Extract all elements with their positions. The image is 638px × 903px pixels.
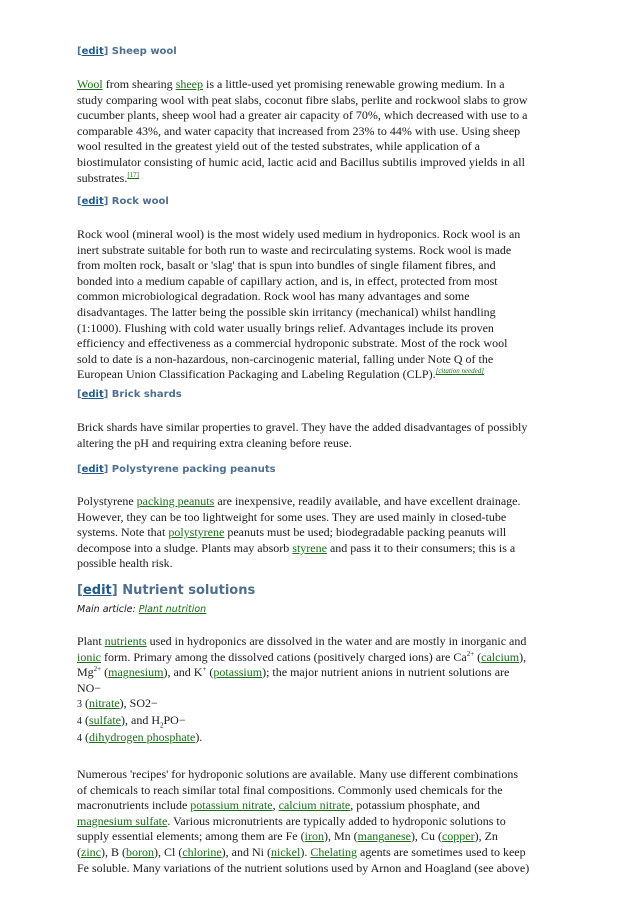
text-line: Brick shards have similar properties to gravel. They have the added disadvantages of possibly: [77, 420, 528, 434]
heading-text: Polystyrene packing peanuts: [111, 464, 276, 475]
heading-text: Nutrient solutions: [122, 583, 256, 598]
text-line: study comparing wool with peat slabs, coconut fibre slabs, perlite and rockwool slabs to grow: [77, 92, 528, 107]
text-line: 4 (dihydrogen phosphate).: [77, 729, 203, 744]
heading-text: Brick shards: [111, 389, 182, 400]
text-line: ionic form. Primary among the dissolved cations (positively charged ions) are $Ca^{2+}$ (calcium),: [77, 649, 527, 664]
iron-link[interactable]: iron: [304, 829, 324, 844]
paragraph-recipes: [77, 767, 562, 876]
paragraph-rock-wool: [77, 227, 562, 383]
ionic-link[interactable]: ionic: [77, 649, 101, 664]
styrene-link[interactable]: styrene: [292, 540, 327, 555]
text-line: 3 (nitrate), SO2−: [77, 696, 158, 711]
citation-needed-link[interactable]: [citation needed]: [435, 367, 484, 376]
text-line: efficiency and effectiveness as a commercial hydroponic substrate. Most of the rock wool: [77, 336, 508, 351]
paragraph-brick-shards: [77, 420, 562, 451]
text-line: magnesium sulfate. Various micronutrients are typically added to hydroponic solutions to: [77, 813, 506, 828]
edit-link[interactable]: edit: [81, 46, 104, 57]
main-article-note: Main article: Plant nutrition: [77, 604, 207, 615]
manganese-link[interactable]: manganese: [357, 829, 411, 844]
section-heading-sheep-wool: [edit] Sheep wool: [77, 46, 177, 57]
edit-link[interactable]: edit: [81, 464, 104, 475]
potassium-link[interactable]: potassium: [213, 665, 263, 680]
plant-nutrition-link[interactable]: Plant nutrition: [138, 604, 207, 615]
paragraph-sheep-wool: [77, 77, 562, 186]
text-line: inert substrate suitable for both run to waste and recirculating systems. Rock wool is made: [77, 242, 512, 257]
sulfate-link[interactable]: sulfate: [89, 712, 121, 727]
text-line: (zinc), B (boron), Cl (chlorine), and Ni (nickel). Chelating agents are sometimes used to keep: [77, 844, 526, 859]
section-heading-brick-shards: [edit] Brick shards: [77, 389, 182, 400]
text-line: comparable 43%, and water capacity that increased from 23% to 44% with use. Using sheep: [77, 123, 521, 138]
nitrate-link[interactable]: nitrate: [89, 696, 120, 711]
text-line: NO−: [77, 680, 102, 695]
zinc-link[interactable]: zinc: [81, 844, 101, 859]
dihydrogen-phosphate-link[interactable]: dihydrogen phosphate: [89, 729, 196, 744]
section-heading-rock-wool: [edit] Rock wool: [77, 196, 169, 207]
text-line: of chemicals to reach similar total final compositions. Commonly used chemicals for the: [77, 782, 503, 797]
text-line: Fe soluble. Many variations of the nutrient solutions used by Arnon and Hoagland (see above): [77, 860, 530, 875]
nickel-link[interactable]: nickel: [271, 844, 301, 859]
heading-text: Sheep wool: [111, 46, 177, 57]
text-line: sold to date is a non-hazardous, non-carcinogenic material, falling under Note Q of the: [77, 351, 494, 366]
edit-link[interactable]: edit: [81, 389, 104, 400]
text-line: supply essential elements; among them are Fe (iron), Mn (manganese), Cu (copper), Zn: [77, 829, 498, 844]
text-line: 4 (sulfate), and $H_2PO-$: [77, 712, 186, 730]
text-line: Rock wool (mineral wool) is the most widely used medium in hydroponics. Rock wool is an: [77, 227, 521, 241]
text-line: Polystyrene packing peanuts are inexpensive, readily available, and have excellent drainage.: [77, 494, 521, 508]
section-heading-polystyrene: [edit] Polystyrene packing peanuts: [77, 464, 276, 475]
section-heading-nutrient-solutions: [edit] Nutrient solutions: [77, 583, 256, 598]
heading-text: Rock wool: [111, 196, 169, 207]
text-line: common microbiological degradation. Rock wool has many advantages and some: [77, 289, 470, 304]
magnesium-link[interactable]: magnesium: [108, 665, 164, 680]
packing-peanuts-link[interactable]: packing peanuts: [136, 494, 215, 508]
sheep-link[interactable]: sheep: [175, 77, 204, 91]
text-line: (1:1000). Flushing with cold water usually brings relief. Advantages include its proven: [77, 320, 494, 335]
calcium-link[interactable]: calcium: [481, 649, 520, 664]
edit-link[interactable]: edit: [82, 583, 112, 598]
boron-link[interactable]: boron: [126, 844, 154, 859]
text-line: macronutrients include potassium nitrate, calcium nitrate, potassium phosphate, and: [77, 798, 480, 813]
text-line: substrates.[17]: [77, 170, 139, 185]
text-line: disadvantages. The latter being the possible skin irritancy (mechanical) whilst handling: [77, 304, 496, 319]
text-line: bonded into a medium capable of capillary action, and is, in effect, protected from most: [77, 273, 498, 288]
text-line: biostimulator consisting of humic acid, lactic acid and Bacillus subtilis improved yields in all: [77, 154, 525, 169]
text-line: decompose into a sludge. Plants may absorb styrene and pass it to their consumers; this is a: [77, 540, 516, 555]
calcium-nitrate-link[interactable]: calcium nitrate: [278, 798, 351, 813]
magnesium-sulfate-link[interactable]: magnesium sulfate: [77, 813, 168, 828]
text-line: wool resulted in the greatest yield out of the tested substrates, while application of a: [77, 139, 480, 154]
text-line: Wool from shearing sheep is a little-used yet promising renewable growing medium. In a: [77, 77, 505, 91]
paragraph-polystyrene: [77, 494, 562, 572]
text-line: systems. Note that polystyrene peanuts must be used; biodegradable packing peanuts will: [77, 525, 507, 540]
wool-link[interactable]: Wool: [77, 77, 103, 91]
text-line: Numerous 'recipes' for hydroponic solutions are available. Many use different combinations: [77, 767, 518, 781]
text-line: from molten rock, basalt or 'slag' that is spun into bundles of single filament fibres, and: [77, 258, 496, 273]
chelating-link[interactable]: Chelating: [310, 844, 357, 859]
copper-link[interactable]: copper: [441, 829, 475, 844]
text-line: European Union Classification Packaging and Labeling Regulation (CLP).[citation needed]: [77, 367, 484, 382]
text-line: cucumber plants, sheep wool had a greater air capacity of 70%, which decreased with use to a: [77, 108, 528, 123]
text-line: $Mg^{2+}$ (magnesium), and K+ (potassium); the major nutrient anions in nutrient solutions are: [77, 665, 510, 680]
citation-link[interactable]: [17]: [127, 170, 139, 179]
chlorine-link[interactable]: chlorine: [182, 844, 222, 859]
text-line: altering the pH and requiring extra cleaning before reuse.: [77, 435, 352, 450]
polystyrene-link[interactable]: polystyrene: [168, 525, 225, 540]
potassium-nitrate-link[interactable]: potassium nitrate: [190, 798, 273, 813]
text-line: Plant nutrients used in hydroponics are dissolved in the water and are mostly in inorganic and: [77, 634, 527, 648]
paragraph-nutrients: [77, 634, 562, 746]
text-line: However, they can be too lightweight for some uses. They are used mainly in closed-tube: [77, 509, 507, 524]
edit-link[interactable]: edit: [81, 196, 104, 207]
text-line: possible health risk.: [77, 556, 173, 571]
nutrients-link[interactable]: nutrients: [104, 634, 147, 648]
